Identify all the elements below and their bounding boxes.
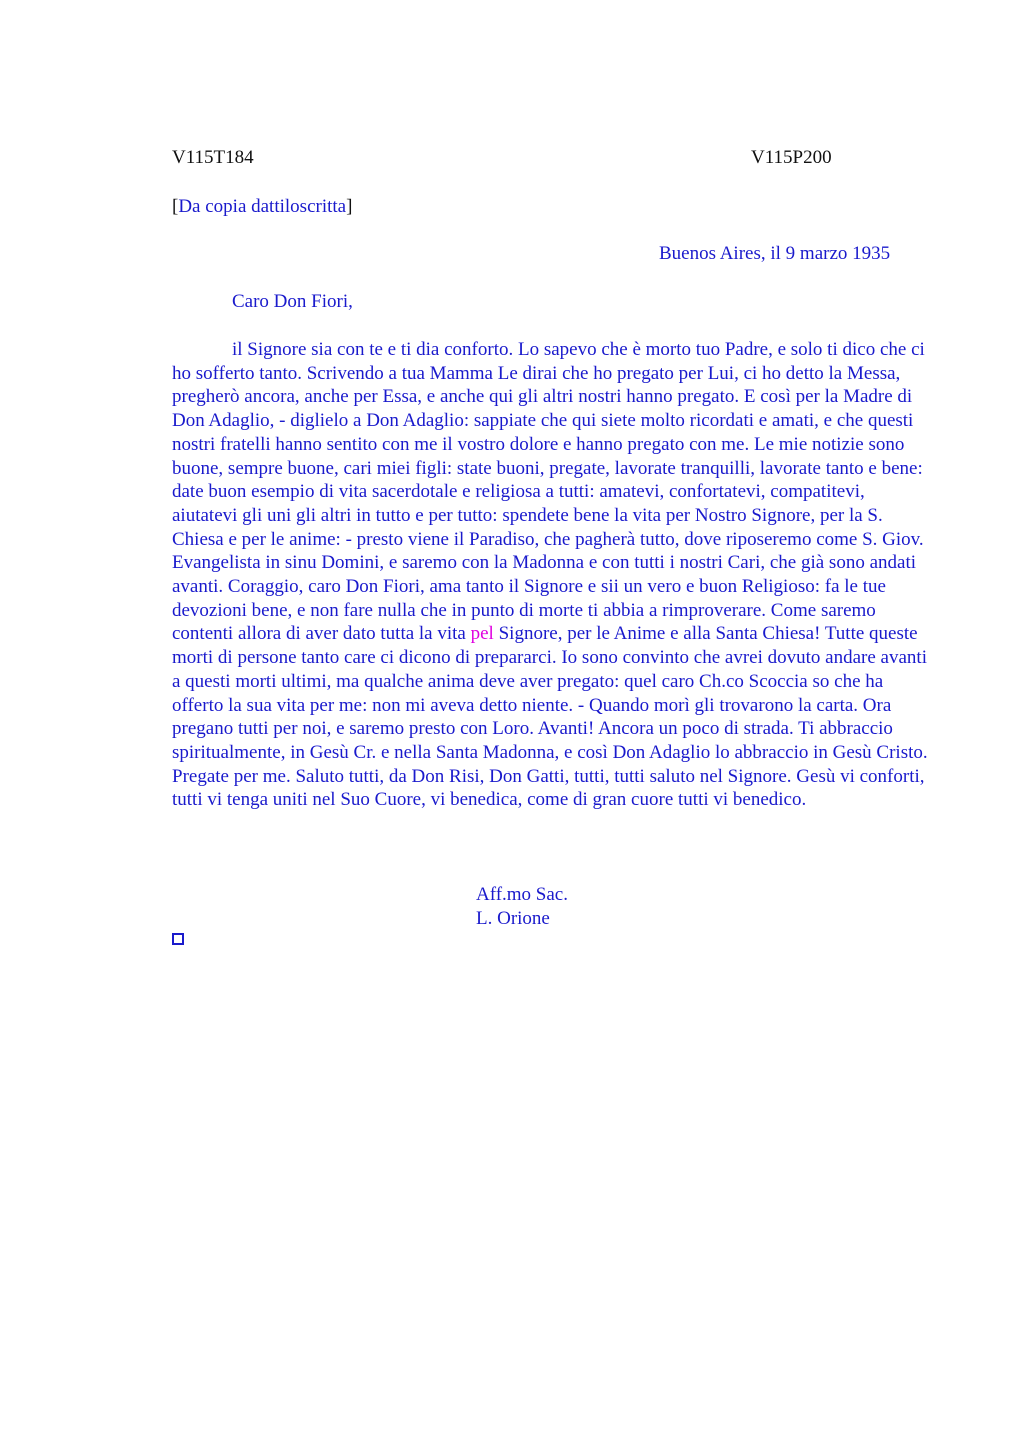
checkbox-square-icon bbox=[172, 933, 184, 945]
source-note-open-bracket: [ bbox=[172, 196, 179, 217]
document-code-left: V115T184 bbox=[172, 147, 254, 168]
source-note-close-bracket: ] bbox=[346, 196, 353, 217]
closing-line-1: Aff.mo Sac. bbox=[476, 884, 568, 905]
document-code-right: V115P200 bbox=[751, 147, 832, 168]
letter-body bbox=[172, 338, 932, 812]
closing-line-2: L. Orione bbox=[476, 908, 550, 929]
salutation: Caro Don Fiori, bbox=[232, 291, 353, 312]
place-date: Buenos Aires, il 9 marzo 1935 bbox=[659, 243, 891, 264]
letter-body-part2: Signore, per le Anime e alla Santa Chiesa! Tutte queste morti di persone tanto care ci dicono di prepararci. Io sono convinto che avrei dovuto andare avanti a questi morti ultimi, ma qualche anima deve aver pregato: quel caro Ch.co Scoccia so che ha offerto la sua vita per me: non mi aveva detto niente. - Quando morì gli trovarono la carta. Ora pregano tutti per noi, e saremo presto con Loro. Avanti! Ancora un poco di strada. Ti abbraccio spiritualmente, in Gesù Cr. e nella Santa Madonna, e così Don Adaglio lo abbraccio in Gesù Cristo. Pregate per me. Saluto tutti, da Don Risi, Don Gatti, tutti, tutti saluto nel Signore. Gesù vi conforti, tutti vi tenga uniti nel Suo Cuore, vi benedica, come di gran cuore tutti vi benedico. bbox=[172, 623, 928, 811]
letter-body-part1: il Signore sia con te e ti dia conforto. Lo sapevo che è morto tuo Padre, e solo ti dico che ci ho sofferto tanto. Scrivendo a tua Mamma Le dirai che ho pregato per Lui, ci ho detto la Messa, pregherò ancora, anche per Essa, e anche qui gli altri nostri hanno pregato. E così per la Madre di Don Adaglio, - diglielo a Don Adaglio: sappiate che qui siete molto ricordati e amati, e che questi nostri fratelli hanno sentito con me il vostro dolore e hanno pregato con me. Le mie notizie sono buone, sempre buone, cari miei figli: state buoni, pregate, lavorate tranquilli, lavorate tanto e bene: date buon esempio di vita sacerdotale e religiosa a tutti: amatevi, confortatevi, compatitevi, aiutatevi gli uni gli altri in tutto e per tutto: spendete bene la vita per Nostro Signore, per la S. Chiesa e per le anime: - presto viene il Paradiso, che pagherà tutto, dove riposeremo come S. Giov. Evangelista in sinu Domini, e saremo con la Madonna e con tutti i nostri Cari, che già sono andati avanti. Coraggio, caro Don Fiori, ama tanto il Signore e sii un vero e buon Religioso: fa le tue devozioni bene, e non fare nulla che in punto di morte ti abbia a rimproverare. Come saremo contenti allora di aver dato tutta la vita bbox=[172, 339, 925, 645]
source-note bbox=[172, 196, 352, 218]
source-note-text: Da copia dattiloscritta bbox=[178, 196, 347, 217]
closing-signature bbox=[476, 883, 568, 931]
letter-body-highlighted-word: pel bbox=[470, 623, 494, 645]
